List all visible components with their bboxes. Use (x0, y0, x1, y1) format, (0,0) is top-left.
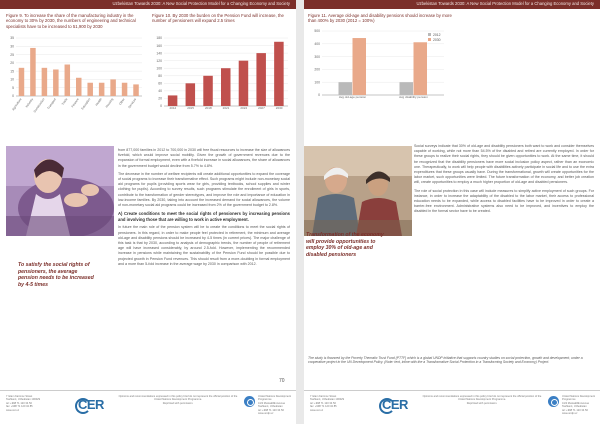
left-page (0, 0, 296, 424)
fig9-xtick: Housing (104, 97, 115, 109)
fig9-xtick: Other (118, 97, 126, 106)
page-number: 70 (279, 378, 285, 384)
fig10-ytick: 80 (158, 73, 162, 78)
fig10-xtick: 2027 (258, 106, 265, 110)
right-header-title: Uzbekistan Towards 2030: A New Social Protection Model for a Changing Economy and Society (416, 1, 594, 6)
figure-10-chart (152, 34, 290, 118)
page-gutter (296, 0, 304, 424)
fig11-legend-label: 2012 (433, 32, 441, 37)
left-footer (0, 390, 296, 424)
right-paragraph-2: The role of social protection in this case will include measures to simplify active employment of such groups. For instance, in order to increase the adaptability of the disabled to the labor market, their access to professional education needs to be expanded, while access to disabled facilities have to be improved in order to create a barrier-free environment. Administrative systems also need to be improved, and incentives to employ the disabled in the formal sector have to be created. (414, 188, 594, 214)
figure-9-svg (6, 34, 144, 118)
left-body-text (118, 148, 290, 270)
left-header-bar (0, 0, 296, 9)
cer-ring-icon-right (379, 398, 395, 414)
fig11-bar (414, 42, 428, 95)
right-paragraph-1: Social surveys indicate that 30% of old-age and disability pensioners both want to work and consider themselves capable of working, while not more than 54.5% of the disabled and retired are currently employed. In order for these groups to realize their social rights, they should be given opportunities to work. At the same time, it should be recognized that the disability pensioners have more social inclusion policy aspect, rather than an economic one. Therapeutically, to work will help people with disabilities actively participate in social life and to use the extra expenditures that these groups usually have. During the transformational, growth will create opportunities for the labor market, such opportunities were limited. The future transformation of the economy, and better job creation will, create opportunities to employ a much higher proportion of old-age and disabled pensioners. (414, 144, 594, 185)
fig10-ytick: 40 (158, 89, 162, 94)
fig10-bar (239, 61, 249, 106)
fig9-xtick: Finance (70, 97, 80, 109)
left-footer-note: Opinions and recommendations expressed in this policy brief do not represent the official position of the United Nations Development Programme. Reprinted with permission. (118, 395, 238, 405)
fig11-bar (400, 82, 414, 95)
left-header-title: Uzbekistan Towards 2030: A New Social Protection Model for a Changing Economy and Society (112, 1, 290, 6)
right-page (304, 0, 600, 424)
right-body-text (414, 144, 594, 218)
left-paragraph-1: from 877,000 families in 2012 to 700,000 in 2030 will free fiscal resources to increase the size of allowances fivefold, which would improve social mobility. Given the growth of government revenues due to the expansion of formal employment, even with a fivefold increase in social allowances, the share of allowances in the government budget would decline from 5.7% to 4.8%. (118, 148, 290, 168)
left-footer-address: 7 Islam Karimov Street Tashkent, Uzbekistan 100029 tel: +998 71 120 34 50 fax: +998 71 120 34 85 www.cer.uz (6, 395, 41, 412)
fig11-ytick: 300 (314, 54, 320, 59)
fig9-ytick: 35 (10, 36, 14, 41)
cer-ring-icon (75, 398, 91, 414)
right-footer-note: Opinions and recommendations expressed in this policy brief do not represent the official position of the United Nations Development Programme. Reprinted with permission. (422, 395, 542, 405)
cer-logo-right (382, 397, 408, 412)
photo-girl (6, 146, 114, 236)
left-paragraph-4: In future the main role of the pension system will be to create the conditions to meet the social rights of pensioners. In this regard, in order to make people feel protected in retirement, the minimum and average old-age and disability pensions should be increased by 4-5 times (in current prices). The major challenge of this task is that by 2030, according to analysis of demographic trends, the number of people of retirement age will have increased considerably, by around 2.5-fold. However, implementing the recommended increase in pensions while maintaining the sustainability of the Pension Fund should be possible due to projected growth in Pension Fund revenues. This should result from a more-doubling in formal employment and a more than 5-fold increase in the average wage by 2030 in comparison with 2012. (118, 225, 290, 266)
fig9-bar (65, 65, 71, 96)
fig9-ytick: 20 (10, 61, 14, 66)
fig11-ytick: 500 (314, 29, 320, 34)
figure-11-chart (308, 27, 448, 105)
cer-logo-text-right: CER (382, 397, 408, 412)
fig10-bar (274, 42, 284, 106)
fig10-bar (168, 95, 178, 106)
fig10-xtick: 2018 (204, 106, 212, 110)
fig9-bar (122, 83, 128, 96)
fig11-ytick: 400 (314, 42, 320, 46)
fig9-xtick: Construction (32, 97, 46, 114)
fig9-ytick: 5 (12, 85, 14, 90)
left-pull-quote: To satisfy the social rights of pensioners, the average pension needs to be increased by 4-5 times (18, 262, 94, 288)
fig10-bar (221, 68, 231, 106)
figure-10-svg (152, 34, 290, 118)
right-footer-undp-address: United Nations Development Programme 41/3 Mustakillik Avenue Tashkent, Uzbekistan tel: +998 71 120 34 50 www.undp.uz (562, 395, 596, 416)
fig11-ytick: 0 (318, 93, 320, 98)
fig11-legend-swatch (428, 33, 431, 36)
study-note: The study is financed by the Poverty Thematic Trust Fund (PTTF) which is a global UNDP initiative that supports country studies on social protection, growth and development, under a cooperative project in the UN Development Policy. (Note: text, inline with the a Transformative Social Protection in a Transforming Society and Economy) Project. (308, 356, 583, 365)
fig10-bar (186, 83, 196, 106)
fig9-xtick: Trade (60, 97, 69, 106)
fig10-ytick: 60 (158, 81, 162, 86)
fig9-bar (76, 78, 82, 96)
fig9-bar (87, 83, 93, 96)
fig9-xtick: Education (80, 97, 92, 111)
cer-logo (78, 397, 104, 412)
fig9-ytick: 30 (10, 44, 14, 49)
figure-10-caption: Figure 10. By 2030 the burden on the Pension Fund will increase, the number of pensioners will expand 2.5 times (152, 13, 284, 24)
fig9-bar (110, 79, 116, 96)
figure-11-svg (308, 27, 448, 105)
fig10-xtick: 2024 (240, 106, 248, 110)
right-header-bar (304, 0, 600, 9)
fig11-xtick: Avg old-age pension (338, 95, 367, 99)
figure-9-chart (6, 34, 144, 118)
fig11-xtick: Avg disability pension (399, 95, 428, 99)
fig11-ytick: 200 (314, 67, 320, 72)
fig9-bar (42, 68, 48, 96)
un-emblem-icon-right (548, 396, 559, 407)
fig10-ytick: 120 (156, 58, 162, 63)
fig9-xtick: Services (127, 97, 138, 110)
fig10-xtick: 2012 (169, 106, 177, 110)
fig10-ytick: 100 (156, 66, 162, 71)
fig9-xtick: Health (94, 97, 103, 107)
left-paragraph-2: The decrease in the number of welfare recipients will create additional opportunities to expand the coverage of social programs to increase their transformative effect. Such programs might include non-monetary social aid programs for pupils (providing sports wear for girls, providing textbooks, school supplies and winter clothing for pupils). According to survey results, such programs stimulate the enrollment of girls in sports, contribute to the transformation of gender stereotypes, and improve the role and importance of education in low-income families. By 2030, taking into account the increased demand for social allowances, the volume of non-monetary social aid programs could be increased from 2% of the government budget to 2.8%. (118, 171, 290, 208)
fig10-ytick: 140 (156, 51, 162, 56)
fig10-bar (203, 76, 213, 106)
fig10-ytick: 180 (156, 36, 162, 41)
fig10-ytick: 0 (160, 104, 162, 109)
left-footer-undp-address: United Nations Development Programme 41/3 Mustakillik Avenue Tashkent, Uzbekistan tel: +998 71 120 34 50 www.undp.uz (258, 395, 292, 416)
fig9-bar (133, 84, 139, 96)
fig9-xtick: Industry (24, 97, 35, 109)
cer-logo-text: CER (78, 397, 104, 412)
fig10-ytick: 160 (156, 43, 162, 48)
photo-elderly (304, 146, 412, 236)
fig11-bar (339, 82, 353, 95)
figure-9-caption: Figure 9. To increase the share of the manufacturing industry in the economy to 30% by 2030, the numbers of engineering and technical specialists have to be increased to 51,900 by 2030 (6, 13, 136, 29)
fig11-ytick: 100 (314, 80, 320, 85)
fig9-bar (30, 48, 35, 96)
left-paragraph-3: A) Create conditions to meet the social rights of pensioners by increasing pensions and involving those that are willing to work in active employment. (118, 211, 290, 222)
fig10-xtick: 2015 (187, 106, 194, 110)
fig10-xtick: 2030 (275, 106, 283, 110)
right-footer-address: 7 Islam Karimov Street Tashkent, Uzbekistan 100029 tel: +998 71 120 34 50 fax: +998 71 120 34 85 www.cer.uz (310, 395, 345, 412)
fig9-ytick: 0 (12, 94, 14, 99)
right-pull-quote: Transformation of the economy will provide opportunities to employ 30% of old-age and disabled pensioners (306, 232, 384, 258)
fig9-xtick: Agriculture (11, 97, 23, 112)
fig10-xtick: 2021 (222, 106, 230, 110)
fig11-legend-label: 2030 (433, 37, 441, 42)
figure-11-caption: Figure 11. Average old-age and disability pensions should increase by more than 400% by 2030 (2012 = 100%) (308, 13, 452, 24)
right-footer (304, 390, 600, 424)
fig9-ytick: 15 (10, 69, 14, 74)
fig11-bar (353, 38, 367, 95)
fig9-bar (19, 68, 25, 96)
fig9-ytick: 10 (10, 77, 14, 82)
fig9-ytick: 25 (10, 52, 14, 57)
fig9-bar (53, 69, 59, 96)
fig10-bar (256, 53, 266, 106)
fig9-bar (99, 83, 105, 96)
fig11-legend-swatch (428, 38, 431, 41)
fig9-xtick: Transport (46, 97, 57, 111)
un-emblem-icon (244, 396, 255, 407)
fig10-ytick: 20 (158, 96, 162, 101)
